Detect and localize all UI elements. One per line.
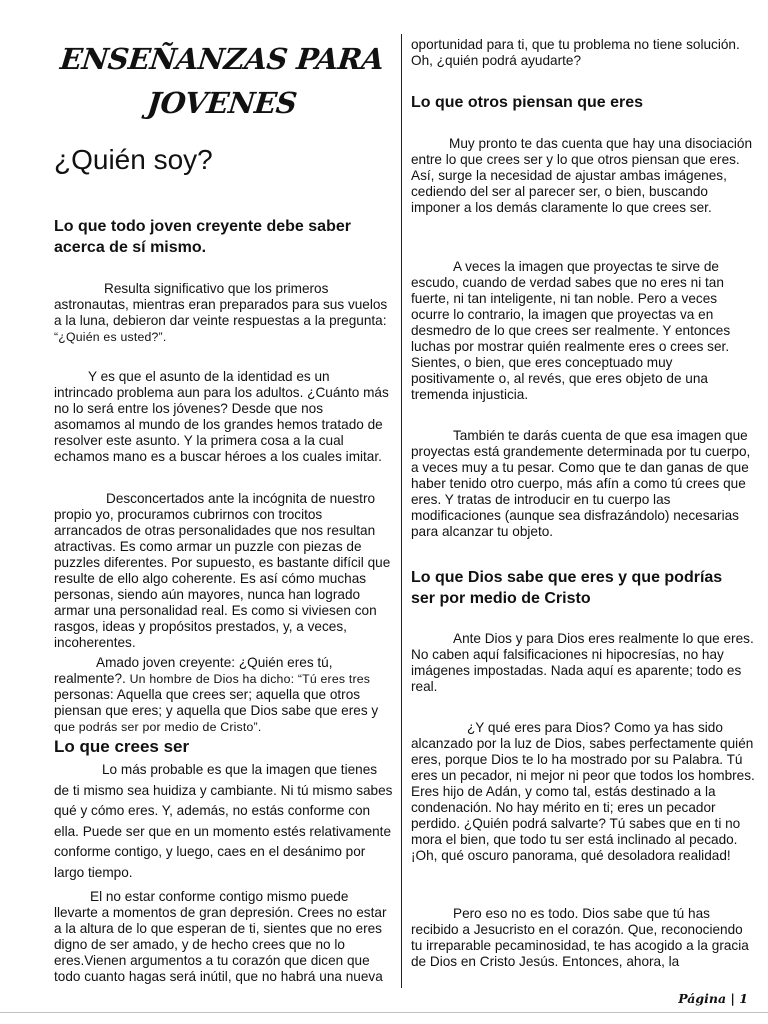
left-paragraph-4 (54, 655, 392, 735)
right-paragraph-5: ¿Y qué eres para Dios? Como ya has sido alcanzado por la luz de Dios, sabes perfectamente quién eres, porque Dios te lo ha mostrado por su Palabra. Tú eres un pecador, ni mejor ni peor que todos los hombres. Eres hijo de Adán, y como tal, estás destinado a la condenación. No hay mérito en ti; eres un pecador perdido. ¿Quién podrá salvarte? Tú sabes que en ti no mora el bien, que todo tu ser está inclinado al pecado. ¡Oh, qué oscuro panorama, qué desoladora realidad! (411, 720, 755, 863)
footer-rule (0, 1012, 768, 1013)
right-paragraph-0: oportunidad para ti, que tu problema no tiene solución. Oh, ¿quién podrá ayudarte? (411, 37, 740, 68)
left-paragraph-4-c: personas: Aquella que crees ser; aquella que otros piensan que eres; y aquella que Dios sabe que eres y (54, 687, 379, 718)
left-paragraph-4-b: Un hombre de Dios ha dicho: “Tú eres tres (129, 672, 371, 686)
section-heading-lo-que-dios-sabe: Lo que Dios sabe que eres y que podrías ser por medio de Cristo (411, 569, 723, 607)
document-title-line2: JOVENES (145, 86, 299, 120)
right-paragraph-6: Pero eso no es todo. Dios sabe que tú has recibido a Jesucristo en el corazón. Que, reconociendo tu irreparable pecaminosidad, te has acogido a la gracia de Dios en Cristo Jesús. Entonces, ahora, la (411, 906, 749, 969)
left-paragraph-4-a: Amado joven creyente: ¿Quién eres tú, realmente?. (54, 655, 333, 686)
left-paragraph-3: Desconcertados ante la incógnita de nuestro propio yo, procuramos cubrirnos con trocitos arrancados de otras personalidades que nos resultan atractivas. Es como armar un puzzle con piezas de puzzles diferentes. Por supuesto, es bastante difícil que resulte de ello algo coherente. Es así cómo muchas personas, siendo aún mayores, nunca han logrado armar una personalidad real. Es como si viviesen con rasgos, ideas y propósitos prestados, y, a veces, incoherentes. (54, 491, 391, 650)
left-paragraph-6: El no estar conforme contigo mismo puede llevarte a momentos de gran depresión. Crees no estar a la altura de lo que esperan de ti, sientes que no eres digno de ser amado, y de hecho crees que no lo eres.Vienen argumentos a tu corazón que dicen que todo cuanto hagas será inútil, que no habrá una nueva (54, 889, 387, 984)
left-paragraph-1-quote: “¿Quién es usted?”. (54, 330, 167, 344)
left-paragraph-2: Y es que el asunto de la identidad es un intrincado problema aun para los adultos. ¿Cuánto más no lo será entre los jóvenes? Desde que nos asomamos al mundo de los grandes hemos tratado de resolver este asunto. Y la primera cosa a la cual echamos mano es a buscar héroes a los cuales imitar. (54, 369, 389, 464)
right-paragraph-4: Ante Dios y para Dios eres realmente lo que eres. No caben aquí falsificaciones ni hipocresías, no hay imágenes impostadas. Nada aquí es aparente; todo es real. (411, 631, 754, 694)
section-heading-lo-que-otros-piensan: Lo que otros piensan que eres (411, 94, 644, 111)
page-number: Página | 1 (678, 991, 748, 1006)
right-paragraph-1: Muy pronto te das cuenta que hay una disociación entre lo que crees ser y lo que otros piensan que eres. Así, surge la necesidad de ajustar ambas imágenes, cediendo del ser al parecer ser, o bien, buscando imponer a los demás claramente lo que crees ser. (411, 136, 753, 215)
left-paragraph-1 (54, 281, 392, 345)
section-heading-lo-que-crees-ser: Lo que crees ser (54, 737, 190, 756)
left-paragraph-5: Lo más probable es que la imagen que tienes de ti mismo sea huidiza y cambiante. Ni tú mismo sabes qué y cómo eres. Y, además, no estás conforme con ella. Puede ser que en un momento estés relativamente conforme contigo, y luego, caes en el desánimo por largo tiempo. (54, 762, 393, 880)
right-paragraph-2: A veces la imagen que proyectas te sirve de escudo, cuando de verdad sabes que no eres ni tan fuerte, ni tan inteligente, ni tan noble. Pero a veces ocurre lo contrario, la imagen que proyectas va en desmedro de lo que crees ser realmente. Y entonces luchas por mostrar quién realmente eres o crees ser. Sientes, o bien, que eres conceptuado muy positivamente o, al revés, que eres objeto de una tremenda injusticia. (411, 259, 731, 402)
document-title-line1: ENSEÑANZAS PARA (58, 42, 386, 76)
left-paragraph-1-text: Resulta significativo que los primeros astronautas, mientras eran preparados para sus vuelos a la luna, debieron dar veinte respuestas a la pregunta: (54, 281, 388, 328)
left-paragraph-4-d: que podrás ser por medio de Cristo”. (54, 720, 262, 734)
subtitle: Lo que todo joven creyente debe saber acerca de sí mismo. (54, 218, 351, 256)
main-heading: ¿Quién soy? (54, 144, 213, 175)
right-paragraph-3: También te darás cuenta de que esa imagen que proyectas está grandemente determinada por tu cuerpo, a veces muy a tu pesar. Como que te dan ganas de que haber tenido otro cuerpo, más afín a como tú crees que eres. Y tratas de introducir en tu cuerpo las modificaciones (aunque sea disfrazándolo) necesarias para alcanzar tu objeto. (411, 428, 751, 539)
column-divider (401, 34, 402, 988)
